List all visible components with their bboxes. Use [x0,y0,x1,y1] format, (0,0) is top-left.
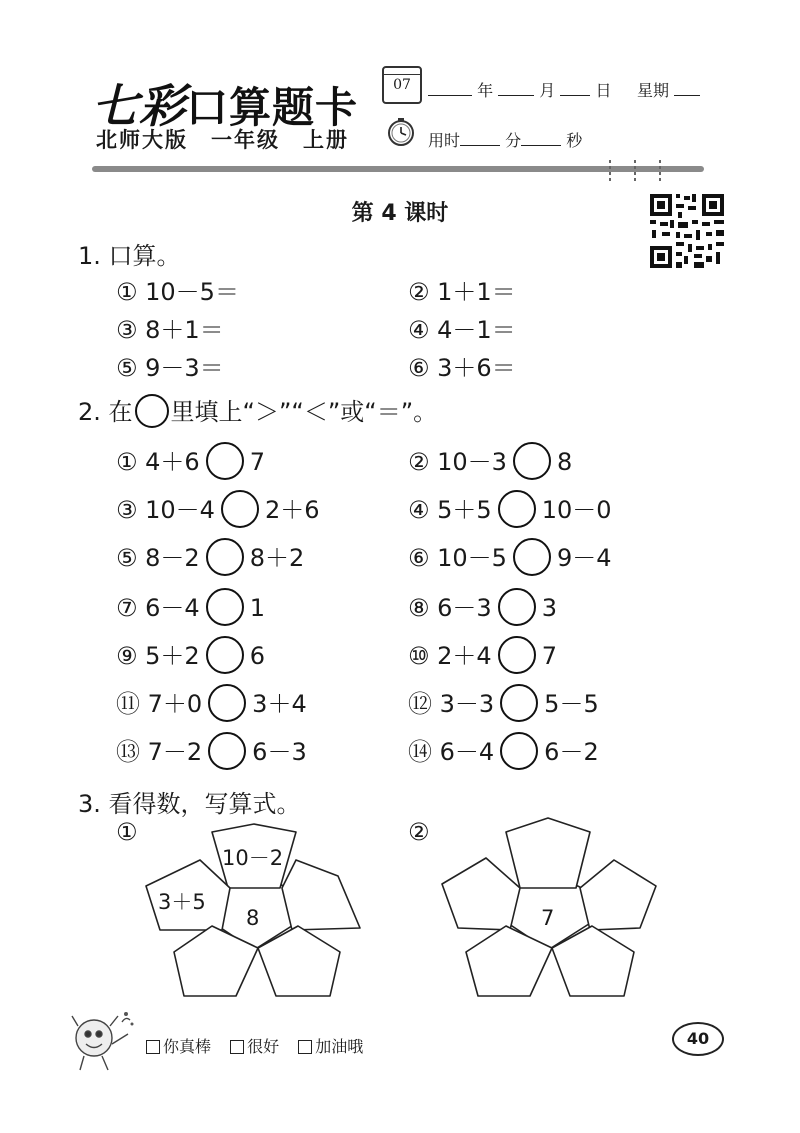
lesson-title: 第 4 课时 [351,201,449,226]
time-seconds-label: 秒 [566,131,583,150]
q1-title: 1. 口算。 [78,242,181,270]
flower2-center-text: 7 [541,906,555,930]
q1-item-3: ③ 8＋1＝ [116,316,224,344]
q3-title: 3. 看得数，写算式。 [78,790,301,818]
q2-item-5: ⑤ 8－2 8＋2 [116,538,304,578]
rating-option-1[interactable]: 你真棒 [146,1037,211,1056]
flower1-petal-left-text: 3＋5 [158,890,206,914]
q2-title-suffix: 里填上“＞”“＜”或“＝”。 [170,398,438,426]
q2-item-8: ⑧ 6－3 3 [408,588,557,628]
self-rating-row [146,1034,377,1057]
q2-item-11: ⑪ 7＋0 3＋4 [116,684,307,724]
q1-item-5: ⑤ 9－3＝ [116,354,224,382]
flower2-label: ② [408,818,430,846]
q2-item-4: ④ 5＋5 10－0 [408,490,612,530]
rating-option-2[interactable]: 很好 [230,1037,279,1056]
date-year-label: 年 [477,81,494,100]
q2-item-7: ⑦ 6－4 1 [116,588,265,628]
flower1-petal-right [282,860,360,930]
rating-checkbox[interactable] [230,1040,244,1054]
q2-item-14: ⑭ 6－4 6－2 [408,732,599,772]
date-weekday-label: 星期 [636,81,669,100]
q2-item-3: ③ 10－4 2＋6 [116,490,320,530]
time-minutes-label: 分 [505,131,522,150]
rating-checkbox[interactable] [298,1040,312,1054]
brand-script: 七彩 [92,79,186,133]
q1-item-6: ⑥ 3＋6＝ [408,354,516,382]
q1-item-1: ① 10－5＝ [116,278,239,306]
rating-checkbox[interactable] [146,1040,160,1054]
calendar-day: 07 [393,77,411,93]
flower2-petal-right [580,860,656,930]
q2-item-1: ① 4＋6 7 [116,442,265,482]
page-number: 40 [672,1022,724,1056]
q2-item-10: ⑩ 2＋4 7 [408,636,557,676]
q2-title-prefix: 2. 在 [78,398,133,426]
q1-item-4: ④ 4－1＝ [408,316,516,344]
flower2-petal-top [506,818,590,888]
q2-item-13: ⑬ 7－2 6－3 [116,732,307,772]
q1-item-2: ② 1＋1＝ [408,278,516,306]
time-label: 用时 [428,131,461,150]
edition-label: 北师大版 一年级 上册 [96,128,349,152]
mascot-icon [66,1004,136,1074]
q2-item-9: ⑨ 5＋2 6 [116,636,265,676]
date-month-label: 月 [539,81,556,100]
rating-option-3[interactable]: 加油哦 [298,1037,363,1056]
flower1-label: ① [116,818,138,846]
q2-item-12: ⑫ 3－3 5－5 [408,684,599,724]
q2-item-6: ⑥ 10－5 9－4 [408,538,612,578]
date-day-label: 日 [595,81,612,100]
flower1-center-text: 8 [246,906,260,930]
brand-main: 口算题卡 [186,83,359,132]
q2-item-2: ② 10－3 8 [408,442,572,482]
flower2-petal-left [442,858,520,930]
flower1-petal-top-text: 10－2 [222,846,284,870]
